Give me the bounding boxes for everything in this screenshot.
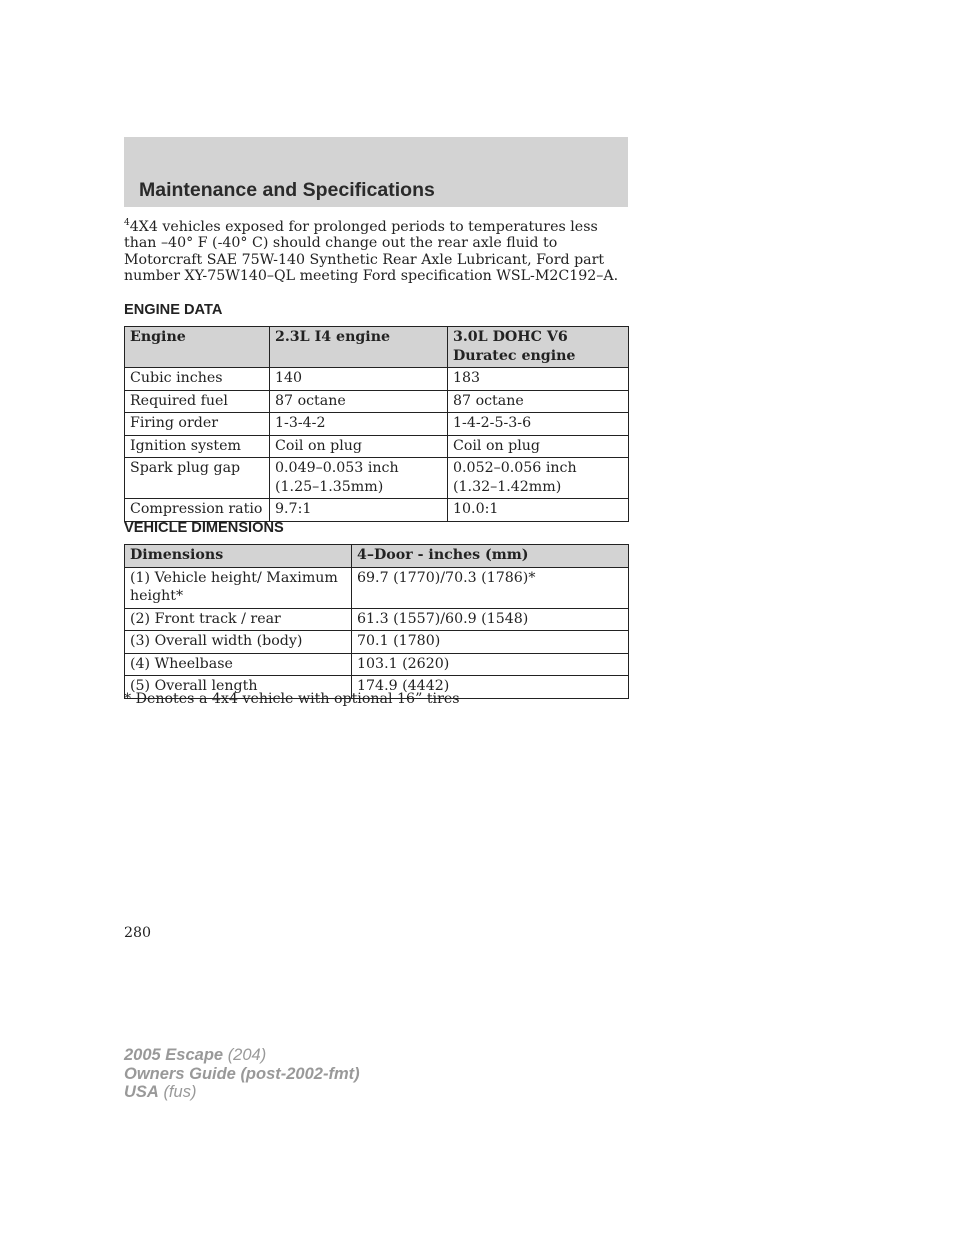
table-cell: Firing order: [125, 413, 270, 436]
footnote-marker: 4: [124, 218, 130, 228]
table-cell: Coil on plug: [270, 435, 448, 458]
table-cell: 69.7 (1770)/70.3 (1786)*: [352, 567, 629, 608]
column-header: Engine: [125, 327, 270, 368]
table-cell: 103.1 (2620): [352, 653, 629, 676]
page-number: 280: [124, 925, 152, 941]
vehicle-dimensions-heading: VEHICLE DIMENSIONS: [124, 520, 284, 536]
table-cell: Required fuel: [125, 390, 270, 413]
table-cell: 140: [270, 368, 448, 391]
header-band: [124, 137, 628, 207]
table-cell: (4) Wheelbase: [125, 653, 352, 676]
table-row: [125, 499, 629, 522]
table-cell: 0.052–0.056 inch (1.32–1.42mm): [448, 458, 629, 499]
table-row: [125, 653, 629, 676]
table-cell: 1-4-2-5-3-6: [448, 413, 629, 436]
table-cell: (5) Overall length: [125, 676, 352, 699]
column-header: 3.0L DOHC V6 Duratec engine: [448, 327, 629, 368]
table-row: [125, 631, 629, 654]
table-cell: (1) Vehicle height/ Maximum height*: [125, 567, 352, 608]
table-cell: 174.9 (4442): [352, 676, 629, 699]
table-cell: 9.7:1: [270, 499, 448, 522]
footer-market: USA: [124, 1083, 159, 1101]
footer-model: 2005 Escape: [124, 1046, 224, 1064]
footer-line: [124, 1065, 360, 1084]
table-cell: 87 octane: [448, 390, 629, 413]
column-header: 2.3L I4 engine: [270, 327, 448, 368]
table-cell: 183: [448, 368, 629, 391]
footer-market-code: (fus): [163, 1083, 197, 1101]
vehicle-dimensions-table: [124, 544, 629, 699]
table-cell: Spark plug gap: [125, 458, 270, 499]
footer-model-code: (204): [227, 1046, 267, 1064]
footnote-text: 4X4 vehicles exposed for prolonged periods to temperatures less than –40° F (-40° C) should change out the rear axle fluid to Motorcraft SAE 75W-140 Synthetic Rear Axle Lubricant, Ford part number XY-75W140–QL meeting Ford specification WSL-M2C192–A.: [124, 219, 619, 285]
document-footer: [124, 1046, 360, 1102]
engine-data-table: [124, 326, 629, 522]
page-title: Maintenance and Specifications: [139, 179, 435, 201]
table-cell: 70.1 (1780): [352, 631, 629, 654]
engine-data-heading: ENGINE DATA: [124, 302, 223, 318]
footer-guide: Owners Guide (post-2002-fmt): [124, 1064, 360, 1083]
table-cell: 0.049–0.053 inch (1.25–1.35mm): [270, 458, 448, 499]
table-cell: Coil on plug: [448, 435, 629, 458]
table-row: [125, 567, 629, 608]
table-row: [125, 458, 629, 499]
column-header: Dimensions: [125, 545, 352, 568]
table-cell: 10.0:1: [448, 499, 629, 522]
table-cell: 87 octane: [270, 390, 448, 413]
footnote-paragraph: [124, 219, 628, 285]
table-cell: Ignition system: [125, 435, 270, 458]
table-cell: Cubic inches: [125, 368, 270, 391]
table-row: [125, 608, 629, 631]
table-cell: Compression ratio: [125, 499, 270, 522]
table-header-row: [125, 327, 629, 368]
table-row: [125, 368, 629, 391]
table-cell: 1-3-4-2: [270, 413, 448, 436]
table-cell: (2) Front track / rear: [125, 608, 352, 631]
table-row: [125, 435, 629, 458]
column-header: 4–Door - inches (mm): [352, 545, 629, 568]
table-header-row: [125, 545, 629, 568]
table-cell: (3) Overall width (body): [125, 631, 352, 654]
table-cell: 61.3 (1557)/60.9 (1548): [352, 608, 629, 631]
footer-line: [124, 1083, 360, 1102]
footer-line: [124, 1046, 360, 1065]
table-row: [125, 413, 629, 436]
dimensions-note: * Denotes a 4x4 vehicle with optional 16” tires: [124, 691, 460, 707]
table-row: [125, 390, 629, 413]
